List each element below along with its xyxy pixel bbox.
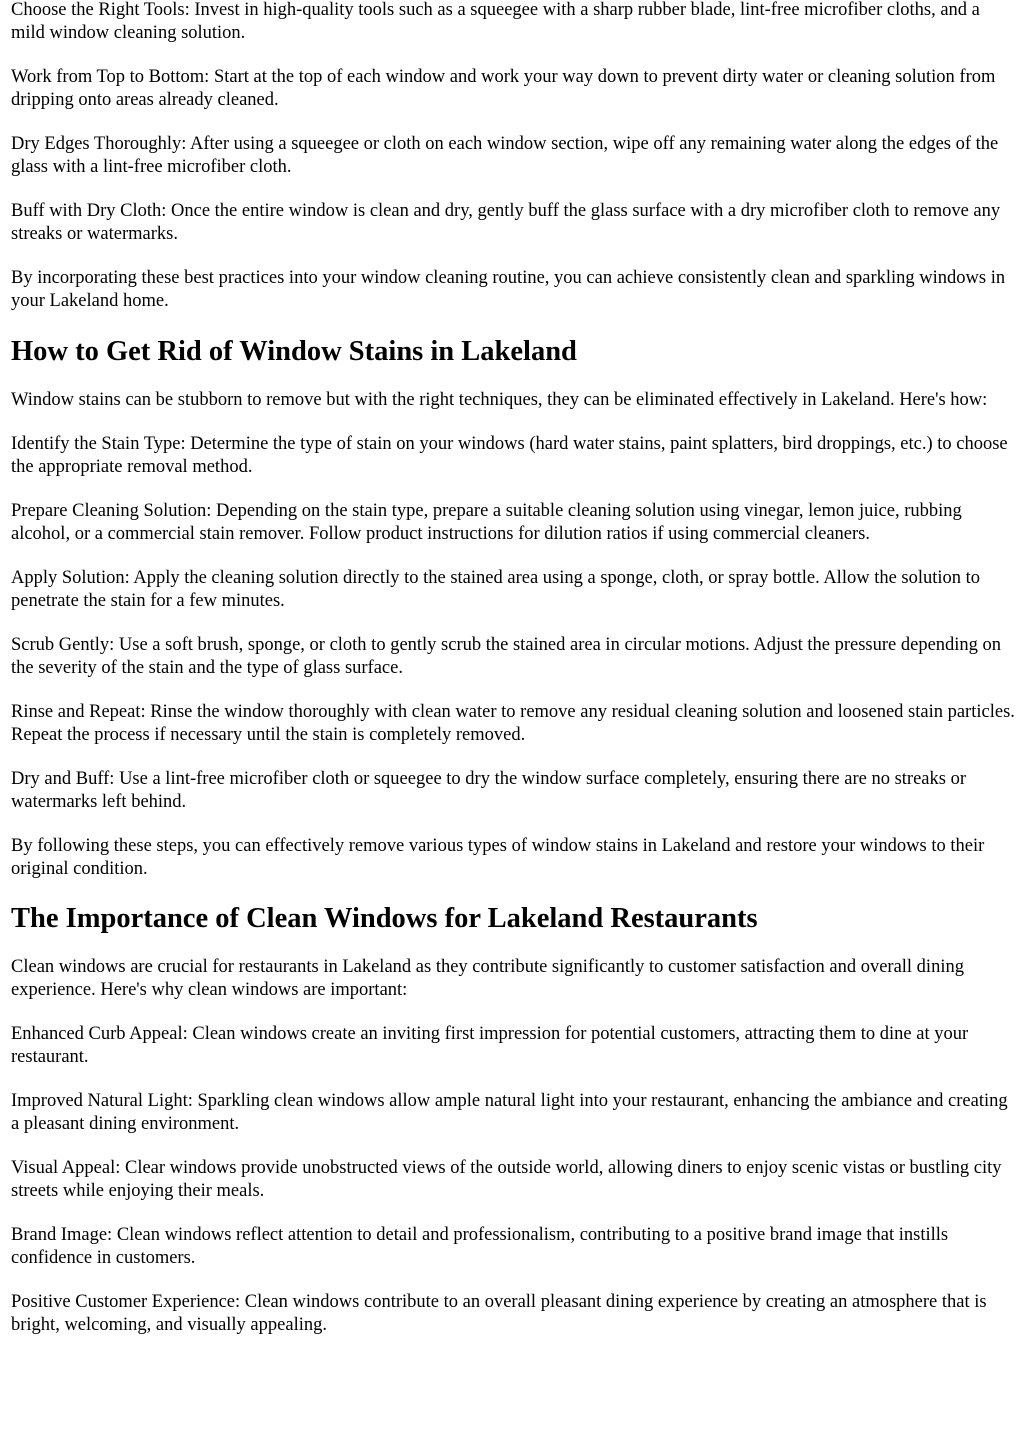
paragraph-choose-tools: Choose the Right Tools: Invest in high-quality tools such as a squeegee with a sharp rubber blade, lint-free microfiber cloths, and a mild window cleaning solution.: [11, 0, 980, 43]
paragraph-stains-summary: By following these steps, you can effectively remove various types of window stains in Lakeland and restore your windows to their original condition.: [11, 836, 985, 879]
paragraph-customer-experience: Positive Customer Experience: Clean windows contribute to an overall pleasant dining experience by creating an atmosphere that is bright, welcoming, and visually appealing.: [11, 1292, 987, 1335]
paragraph-natural-light: Improved Natural Light: Sparkling clean windows allow ample natural light into your restaurant, enhancing the ambiance and creating a pleasant dining environment.: [11, 1091, 1008, 1134]
paragraph-top-to-bottom: Work from Top to Bottom: Start at the top of each window and work your way down to prevent dirty water or cleaning solution from dripping onto areas already cleaned.: [11, 67, 996, 110]
paragraph-restaurants-intro: Clean windows are crucial for restaurants in Lakeland as they contribute significantly to customer satisfaction and overall dining experience. Here's why clean windows are important:: [11, 957, 964, 1000]
section-restaurants: [11, 902, 1018, 1337]
paragraph-best-practices-summary: By incorporating these best practices into your window cleaning routine, you can achieve consistently clean and sparkling windows in your Lakeland home.: [11, 268, 1006, 311]
paragraph-prepare-solution: Prepare Cleaning Solution: Depending on the stain type, prepare a suitable cleaning solution using vinegar, lemon juice, rubbing alcohol, or a commercial stain remover. Follow product instructions for dilution ratios if using commercial cleaners.: [11, 501, 962, 544]
paragraph-dry-and-buff: Dry and Buff: Use a lint-free microfiber cloth or squeegee to dry the window surface completely, ensuring there are no streaks or watermarks left behind.: [11, 769, 966, 812]
heading-window-stains: How to Get Rid of Window Stains in Lakeland: [11, 336, 577, 367]
section-window-stains: [11, 335, 1018, 881]
paragraph-brand-image: Brand Image: Clean windows reflect attention to detail and professionalism, contributing to a positive brand image that instills confidence in customers.: [11, 1225, 949, 1268]
paragraph-identify-stain: Identify the Stain Type: Determine the type of stain on your windows (hard water stains, paint splatters, bird droppings, etc.) to choose the appropriate removal method.: [11, 434, 1008, 477]
section-best-practices: [11, 0, 1018, 313]
paragraph-stains-intro: Window stains can be stubborn to remove but with the right techniques, they can be eliminated effectively in Lakeland. Here's how:: [11, 390, 988, 410]
paragraph-rinse-repeat: Rinse and Repeat: Rinse the window thoroughly with clean water to remove any residual cleaning solution and loosened stain particles. Repeat the process if necessary until the stain is completely removed.: [11, 702, 1015, 745]
paragraph-apply-solution: Apply Solution: Apply the cleaning solution directly to the stained area using a sponge, cloth, or spray bottle. Allow the solution to penetrate the stain for a few minutes.: [11, 568, 981, 611]
heading-restaurants: The Importance of Clean Windows for Lakeland Restaurants: [11, 903, 758, 934]
paragraph-buff-dry-cloth: Buff with Dry Cloth: Once the entire window is clean and dry, gently buff the glass surface with a dry microfiber cloth to remove any streaks or watermarks.: [11, 201, 1001, 244]
paragraph-curb-appeal: Enhanced Curb Appeal: Clean windows create an inviting first impression for potential customers, attracting them to dine at your restaurant.: [11, 1024, 969, 1067]
paragraph-visual-appeal: Visual Appeal: Clear windows provide unobstructed views of the outside world, allowing diners to enjoy scenic vistas or bustling city streets while enjoying their meals.: [11, 1158, 1002, 1201]
paragraph-scrub-gently: Scrub Gently: Use a soft brush, sponge, or cloth to gently scrub the stained area in circular motions. Adjust the pressure depending on the severity of the stain and the type of glass surface.: [11, 635, 1002, 678]
paragraph-dry-edges: Dry Edges Thoroughly: After using a squeegee or cloth on each window section, wipe off any remaining water along the edges of the glass with a lint-free microfiber cloth.: [11, 134, 999, 177]
